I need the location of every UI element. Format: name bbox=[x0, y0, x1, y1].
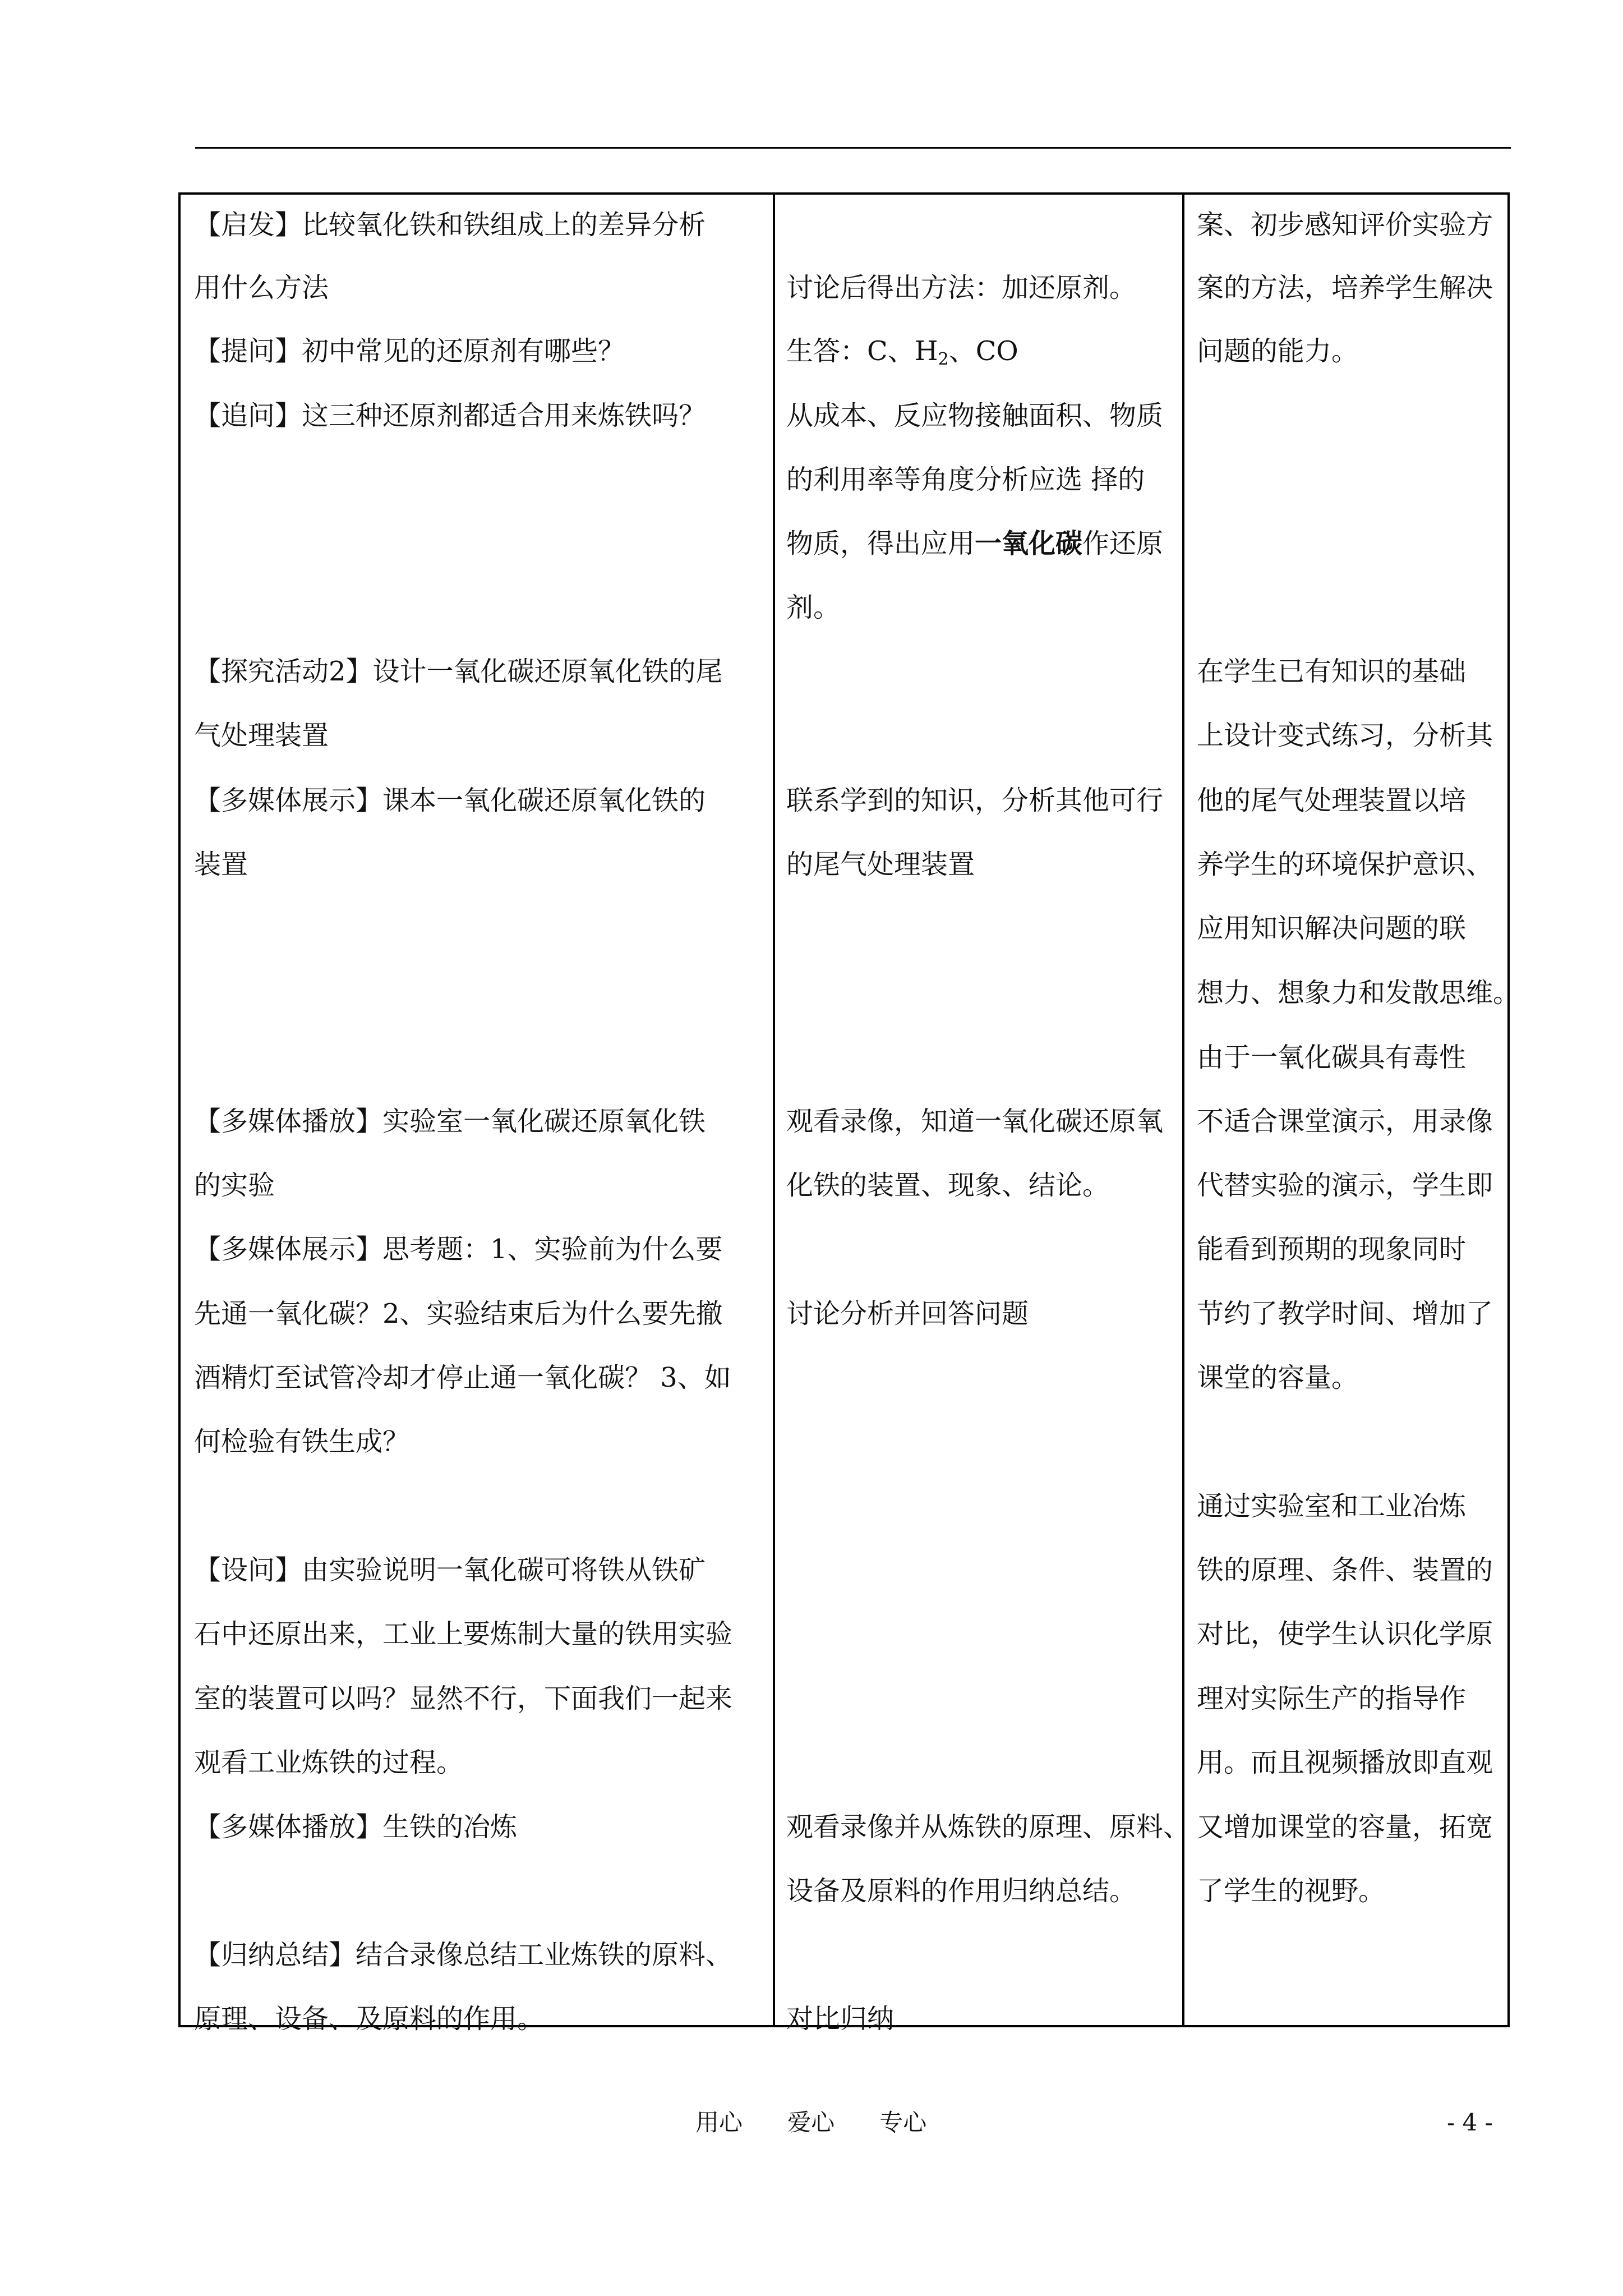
teacher-line: 观看工业炼铁的过程。 bbox=[194, 1747, 464, 1778]
intent-line: 铁的原理、条件、装置的 bbox=[1197, 1554, 1493, 1586]
intent-line: 想力、想象力和发散思维。 bbox=[1197, 977, 1520, 1009]
teacher-line: 的实验 bbox=[194, 1170, 275, 1201]
student-line: 对比归纳 bbox=[786, 2003, 895, 2035]
intent-line: 又增加课堂的容量，拓宽 bbox=[1197, 1811, 1493, 1843]
teacher-line: 【追问】这三种还原剂都适合用来炼铁吗？ bbox=[194, 400, 706, 431]
teacher-line: 酒精灯至试管冷却才停止通一氧化碳？ 3、如 bbox=[194, 1362, 731, 1393]
student-line: 设备及原料的作用归纳总结。 bbox=[786, 1875, 1137, 1907]
student-line: 观看录像并从炼铁的原理、原料、 bbox=[786, 1811, 1191, 1843]
student-line: 讨论后得出方法：加还原剂。 bbox=[786, 272, 1137, 303]
intent-line: 上设计变式练习，分析其 bbox=[1197, 720, 1493, 751]
intent-line: 课堂的容量。 bbox=[1197, 1362, 1359, 1393]
student-line: 联系学到的知识，分析其他可行 bbox=[786, 785, 1164, 816]
student-line: 物质，得出应用一氧化碳作还原 bbox=[786, 528, 1164, 559]
header-rule bbox=[195, 147, 1511, 149]
teacher-line: 【提问】初中常见的还原剂有哪些？ bbox=[194, 335, 625, 367]
student-line: 化铁的装置、现象、结论。 bbox=[786, 1170, 1110, 1201]
teacher-line: 装置 bbox=[194, 849, 248, 880]
student-line: 的尾气处理装置 bbox=[786, 849, 975, 880]
teacher-line: 【设问】由实验说明一氧化碳可将铁从铁矿 bbox=[194, 1554, 706, 1586]
teacher-line: 室的装置可以吗？显然不行，下面我们一起来 bbox=[194, 1683, 733, 1714]
intent-line: 对比，使学生认识化学原 bbox=[1197, 1618, 1493, 1650]
teacher-line: 用什么方法 bbox=[194, 272, 329, 303]
intent-line: 了学生的视野。 bbox=[1197, 1875, 1386, 1907]
teacher-line: 【多媒体展示】课本一氧化碳还原氧化铁的 bbox=[194, 785, 706, 816]
student-line: 生答：C、$H_2$、CO bbox=[786, 335, 1018, 369]
teacher-line: 【多媒体播放】生铁的冶炼 bbox=[194, 1811, 518, 1843]
intent-line: 不适合课堂演示，用录像 bbox=[1197, 1106, 1493, 1137]
design-intent-column bbox=[1182, 195, 1520, 2025]
teacher-line: 【多媒体展示】思考题：1、实验前为什么要 bbox=[194, 1234, 723, 1265]
student-line: 从成本、反应物接触面积、物质 bbox=[786, 400, 1164, 431]
teacher-line: 【多媒体播放】实验室一氧化碳还原氧化铁 bbox=[194, 1106, 706, 1137]
lesson-table bbox=[178, 192, 1520, 2035]
teacher-line: 【归纳总结】结合录像总结工业炼铁的原料、 bbox=[194, 1939, 733, 1971]
page-number: - 4 - bbox=[1447, 2109, 1493, 2136]
intent-line: 案的方法，培养学生解决 bbox=[1197, 272, 1493, 303]
intent-line: 他的尾气处理装置以培 bbox=[1197, 785, 1467, 816]
intent-line: 由于一氧化碳具有毒性 bbox=[1197, 1042, 1467, 1073]
teacher-line: 先通一氧化碳？2、实验结束后为什么要先撤 bbox=[194, 1298, 723, 1329]
intent-line: 代替实验的演示，学生即 bbox=[1197, 1170, 1493, 1201]
intent-line: 应用知识解决问题的联 bbox=[1197, 913, 1467, 944]
teacher-line: 何检验有铁生成？ bbox=[194, 1426, 410, 1457]
intent-line: 节约了教学时间、增加了 bbox=[1197, 1298, 1493, 1329]
intent-line: 理对实际生产的指导作 bbox=[1197, 1683, 1467, 1714]
student-line: 的利用率等角度分析应选 择的 bbox=[786, 464, 1145, 495]
student-line: 观看录像，知道一氧化碳还原氧 bbox=[786, 1106, 1164, 1137]
intent-line: 能看到预期的现象同时 bbox=[1197, 1234, 1467, 1265]
teacher-line: 【启发】比较氧化铁和铁组成上的差异分析 bbox=[194, 209, 706, 241]
teacher-activity-column bbox=[181, 195, 773, 2035]
student-line: 讨论分析并回答问题 bbox=[786, 1298, 1029, 1329]
intent-line: 案、初步感知评价实验方 bbox=[1197, 209, 1493, 241]
teacher-line: 【探究活动2】设计一氧化碳还原氧化铁的尾 bbox=[194, 656, 723, 687]
student-activity-column bbox=[773, 195, 1191, 2035]
teacher-line: 石中还原出来，工业上要炼制大量的铁用实验 bbox=[194, 1618, 733, 1650]
intent-line: 问题的能力。 bbox=[1197, 335, 1359, 367]
intent-line: 通过实验室和工业冶炼 bbox=[1197, 1490, 1467, 1522]
teacher-line: 原理、设备、及原料的作用。 bbox=[194, 2003, 545, 2035]
student-line: 剂。 bbox=[786, 592, 841, 623]
footer-motto: 用心 爱心 专心 bbox=[695, 2109, 927, 2136]
teacher-line: 气处理装置 bbox=[194, 720, 329, 751]
intent-line: 用。而且视频播放即直观 bbox=[1197, 1747, 1493, 1778]
intent-line: 养学生的环境保护意识、 bbox=[1197, 849, 1493, 880]
intent-line: 在学生已有知识的基础 bbox=[1197, 656, 1467, 687]
